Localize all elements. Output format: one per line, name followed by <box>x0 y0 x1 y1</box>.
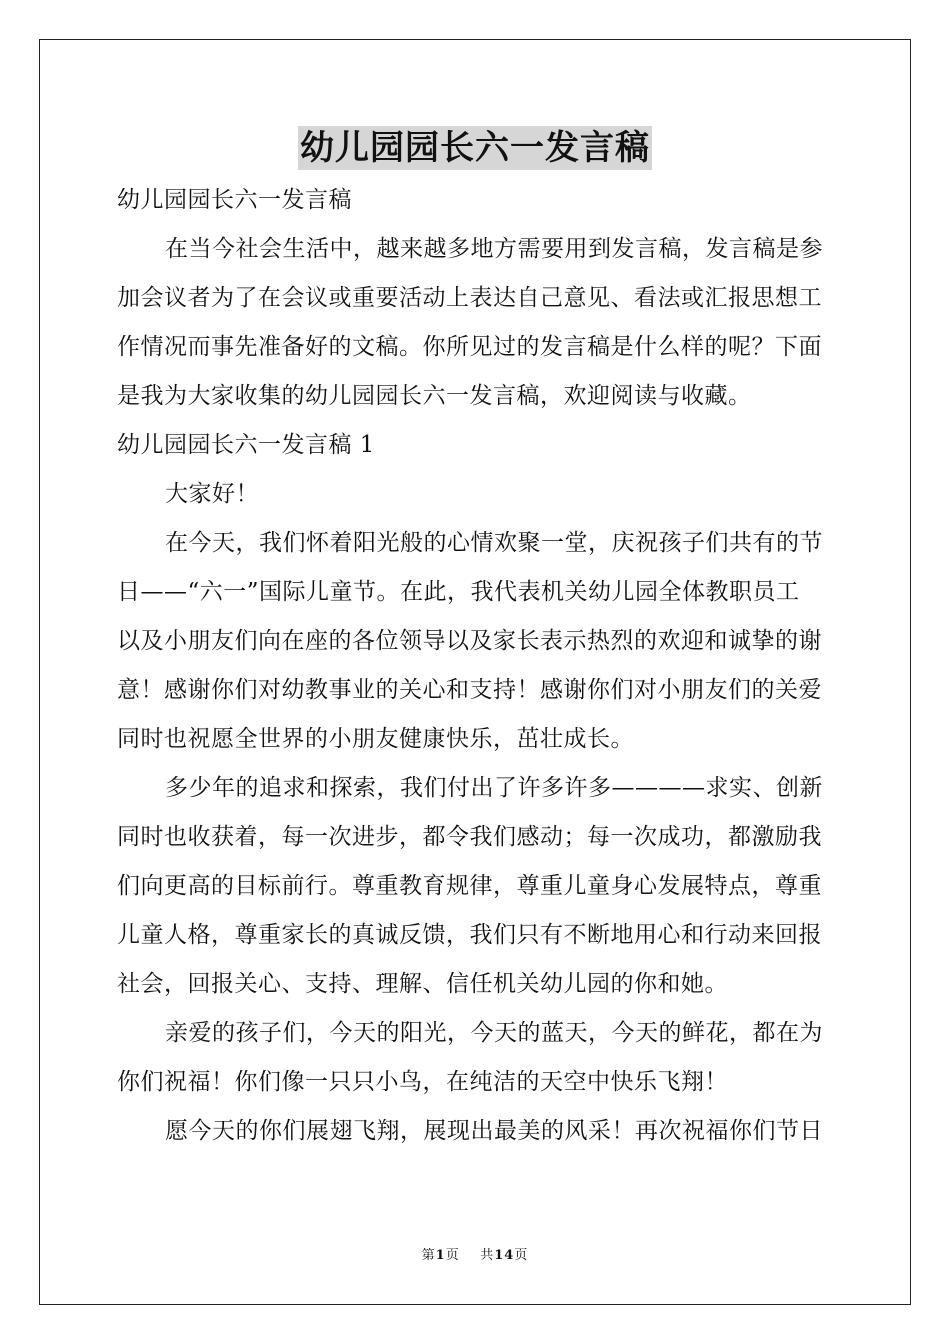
page-footer <box>0 1244 950 1263</box>
text-line: 亲爱的孩子们，今天的阳光，今天的蓝天，今天的鲜花，都在为 <box>165 1020 823 1046</box>
text-line: 愿今天的你们展翅飞翔，展现出最美的风采！再次祝福你们节日 <box>165 1118 823 1144</box>
text-line: 是我为大家收集的幼儿园园长六一发言稿，欢迎阅读与收藏。 <box>117 383 752 409</box>
text-line: 同时也祝愿全世界的小朋友健康快乐，茁壮成长。 <box>117 726 634 752</box>
footer-page-prefix: 第 <box>421 1248 436 1263</box>
footer-total-suffix: 页 <box>514 1248 529 1263</box>
text-line: 同时也收获着，每一次进步，都令我们感动；每一次成功，都激励我 <box>117 824 822 850</box>
text-line: 作情况而事先准备好的文稿。你所见过的发言稿是什么样的呢？下面 <box>117 334 822 360</box>
document-title: 幼儿园园长六一发言稿 <box>300 128 650 168</box>
text-line: 儿童人格，尊重家长的真诚反馈，我们只有不断地用心和行动来回报 <box>117 922 822 948</box>
title-container <box>0 126 950 170</box>
text-line: 在今天，我们怀着阳光般的心情欢聚一堂，庆祝孩子们共有的节 <box>165 530 823 556</box>
text-line: 大家好！ <box>165 481 259 507</box>
text-line: 多少年的追求和探索，我们付出了许多许多————求实、创新 <box>165 775 823 801</box>
text-line: 社会，回报关心、支持、理解、信任机关幼儿园的你和她。 <box>117 971 728 997</box>
text-line: 以及小朋友们向在座的各位领导以及家长表示热烈的欢迎和诚挚的谢 <box>117 628 822 654</box>
text-line: 你们祝福！你们像一只只小鸟，在纯洁的天空中快乐飞翔！ <box>117 1069 728 1095</box>
footer-page-suffix: 页 <box>445 1248 460 1263</box>
text-line: 加会议者为了在会议或重要活动上表达自己意见、看法或汇报思想工 <box>117 285 822 311</box>
text-line: 日——“六一”国际儿童节。在此，我代表机关幼儿园全体教职员工 <box>117 579 800 605</box>
text-line: 们向更高的目标前行。尊重教育规律，尊重儿童身心发展特点，尊重 <box>117 873 822 899</box>
document-body <box>117 176 833 1156</box>
text-line: 幼儿园园长六一发言稿 1 <box>117 432 375 458</box>
footer-total-prefix: 共 <box>480 1248 495 1263</box>
text-line: 意！感谢你们对幼教事业的关心和支持！感谢你们对小朋友们的关爱 <box>117 677 822 703</box>
text-line: 在当今社会生活中，越来越多地方需要用到发言稿，发言稿是参 <box>165 236 823 262</box>
footer-total-pages: 14 <box>494 1248 515 1263</box>
text-line: 幼儿园园长六一发言稿 <box>117 187 352 213</box>
footer-page-number: 1 <box>435 1248 446 1263</box>
